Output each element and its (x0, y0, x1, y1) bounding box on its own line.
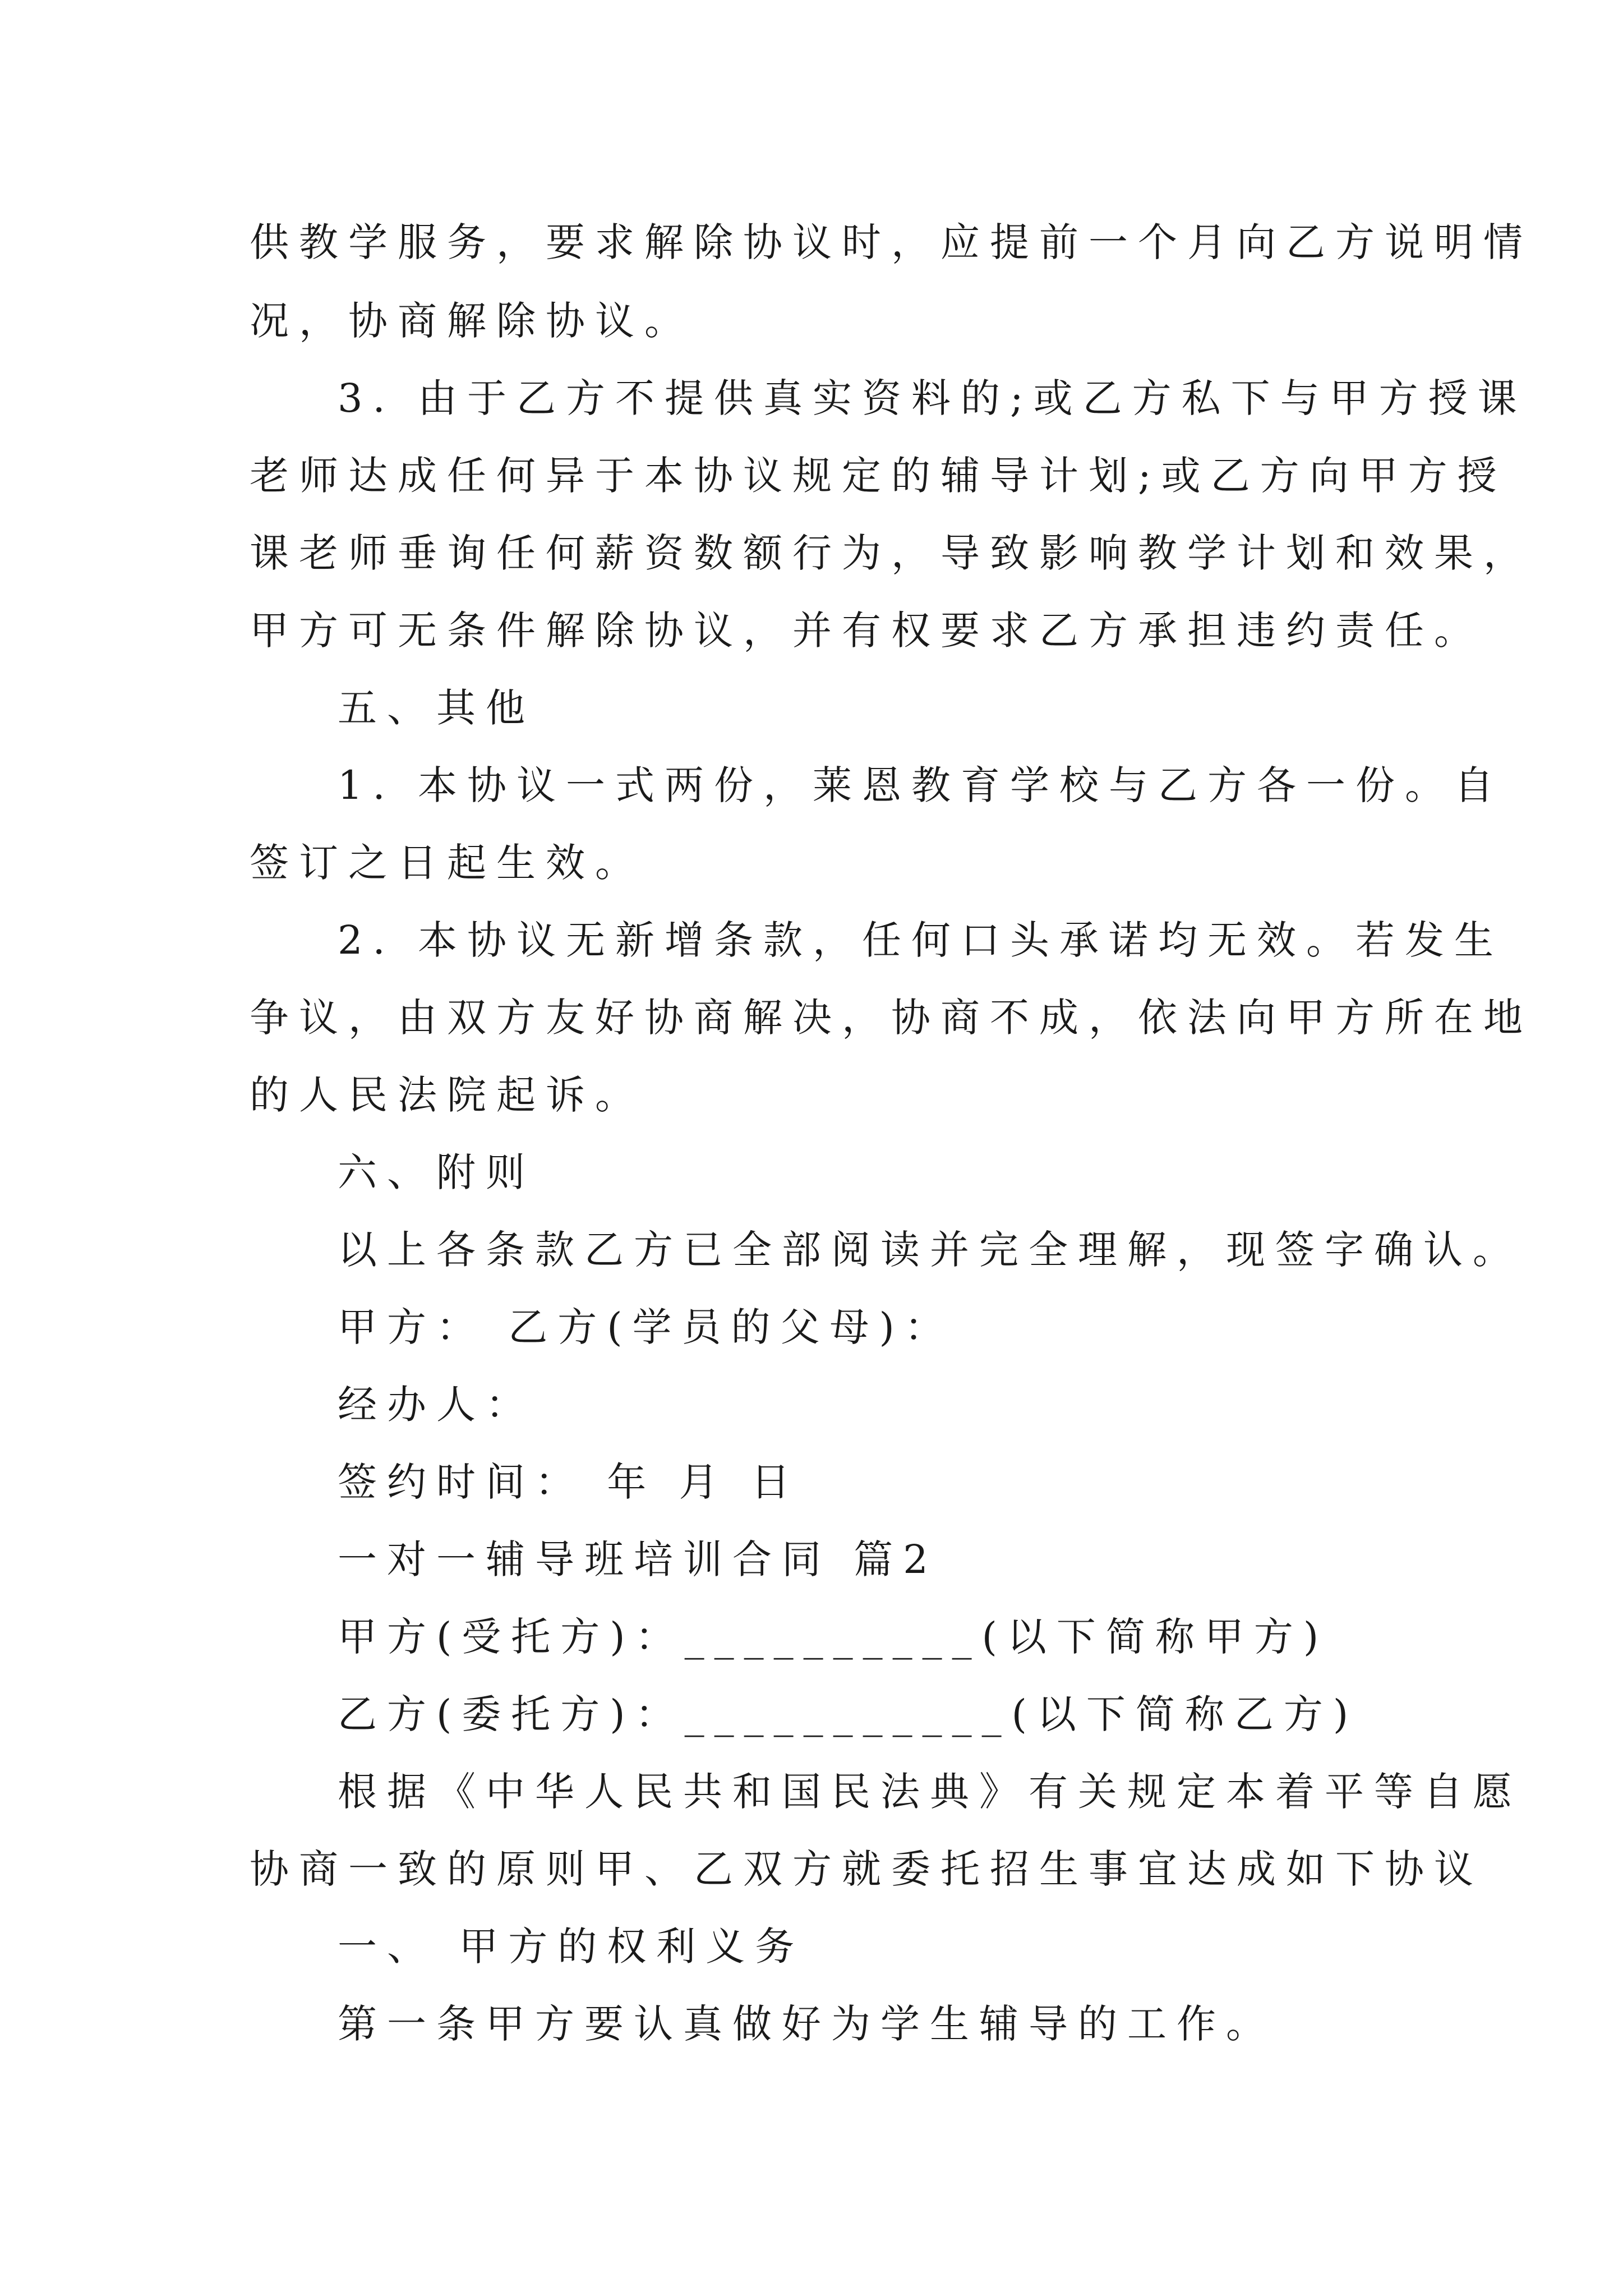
text-line: 以上各条款乙方已全部阅读并完全理解，现签字确认。 (338, 1227, 1522, 1273)
text-line: 第一条甲方要认真做好为学生辅导的工作。 (338, 2001, 1275, 2047)
text-line: 协商一致的原则甲、乙双方就委托招生事宜达成如下协议 (250, 1846, 1483, 1892)
text-line: 2. 本协议无新增条款，任何口头承诺均无效。若发生 (338, 917, 1504, 963)
section-heading: 六、附则 (338, 1149, 535, 1195)
text-line: 的人民法院起诉。 (250, 1072, 644, 1118)
text-line: 3. 由于乙方不提供真实资料的;或乙方私下与甲方授课 (338, 375, 1527, 421)
text-line: 供教学服务，要求解除协议时，应提前一个月向乙方说明情 (250, 219, 1533, 265)
party-a-line: 甲方(受托方)：__________(以下简称甲方) (338, 1614, 1329, 1660)
text-line: 1. 本协议一式两份，莱恩教育学校与乙方各一份。自 (338, 762, 1504, 808)
contract-title: 一对一辅导班培训合同 篇2 (338, 1536, 938, 1582)
text-line: 争议，由双方友好协商解决，协商不成，依法向甲方所在地 (250, 995, 1533, 1041)
text-line: 签订之日起生效。 (250, 840, 644, 886)
section-heading: 五、其他 (338, 685, 535, 731)
signature-parties-line: 甲方： 乙方(学员的父母)： (338, 1304, 954, 1350)
text-line: 根据《中华人民共和国民法典》有关规定本着平等自愿 (338, 1769, 1522, 1815)
text-line: 课老师垂询任何薪资数额行为，导致影响教学计划和效果， (250, 530, 1533, 576)
text-line: 老师达成任何异于本协议规定的辅导计划;或乙方向甲方授 (250, 453, 1507, 499)
text-line: 甲方可无条件解除协议，并有权要求乙方承担违约责任。 (250, 608, 1483, 654)
section-heading: 一、 甲方的权利义务 (338, 1924, 805, 1970)
handler-line: 经办人： (338, 1382, 535, 1428)
text-line: 况，协商解除协议。 (250, 298, 694, 344)
party-b-line: 乙方(委托方)：___________(以下简称乙方) (338, 1691, 1359, 1737)
signing-date-line: 签约时间： 年 月 日 (338, 1459, 800, 1505)
